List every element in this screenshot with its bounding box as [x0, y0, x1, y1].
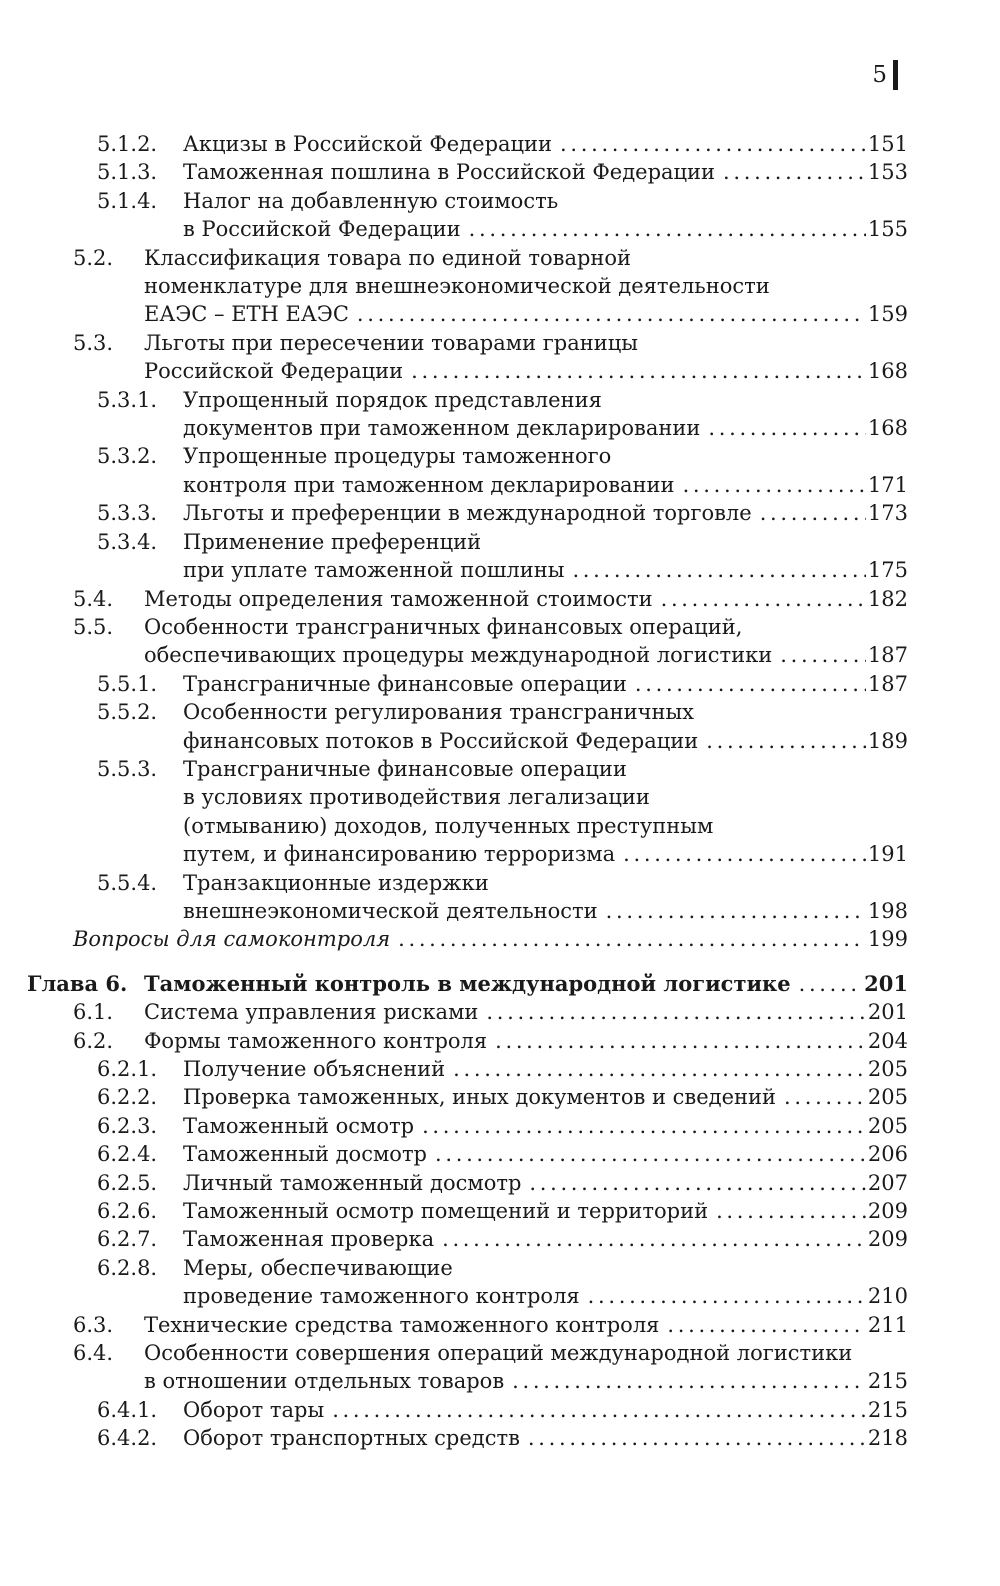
toc-entry-line: [183, 130, 908, 158]
toc-entry-number: 6.4.: [73, 1341, 114, 1366]
toc-entry-line: [144, 244, 1000, 272]
toc-entry-title: [183, 670, 1000, 698]
toc-entry: [0, 698, 1000, 755]
toc-entry-line-text: Таможенный осмотр помещений и территорий: [183, 1199, 709, 1224]
toc-entry-line-text: обеспечивающих процедуры международной логистики: [144, 643, 773, 668]
toc-entry-line: [183, 755, 1000, 783]
dot-leader: [560, 130, 866, 158]
toc-entry-line-text: Меры, обеспечивающие: [183, 1255, 453, 1280]
toc-entry-line-text: Упрощенные процедуры таможенного: [183, 444, 612, 469]
toc-entry: [0, 869, 1000, 926]
toc-entry-number: 6.2.8.: [97, 1255, 158, 1280]
toc-entry-line: [183, 840, 908, 868]
toc-entry-line: [183, 783, 1000, 811]
toc-entry-title: [144, 585, 1000, 613]
toc-entry: [0, 1339, 1000, 1396]
toc-entry-title: [144, 970, 1000, 998]
toc-entry-title: [183, 1055, 1000, 1083]
toc-entry-line-text: Классификация товара по единой товарной: [144, 245, 632, 270]
page-number-text: 5: [872, 62, 887, 88]
toc-entry-line: [183, 1424, 908, 1452]
toc-entry-title: [183, 698, 1000, 755]
toc-entry-line-text: путем, и финансированию терроризма: [183, 842, 616, 867]
toc-entry-number: 5.5.3.: [97, 756, 158, 781]
toc-entry-number: 6.1.: [73, 1000, 114, 1025]
dot-leader: [588, 1282, 866, 1310]
toc-entry-line: [183, 442, 1000, 470]
dot-leader: [606, 897, 866, 925]
toc-entry-line: [183, 727, 908, 755]
toc-entry-number: 6.2.1.: [97, 1057, 158, 1081]
toc-entry-line: [144, 1339, 1000, 1367]
toc-entry-line-text: Таможенный контроль в международной логистике: [144, 970, 791, 996]
toc-entry: [0, 585, 1000, 613]
toc-entry-page: 211: [867, 1312, 908, 1337]
toc-entry-number: 5.3.3.: [97, 501, 158, 526]
toc-entry-line-text: Вопросы для самоконтроля: [73, 927, 391, 952]
toc-entry-page: 199: [867, 927, 908, 952]
toc-entry-line: [144, 357, 908, 385]
toc-entry-line-text: документов при таможенном декларировании: [183, 416, 701, 441]
toc-entry-page: 201: [864, 970, 908, 996]
toc-entry: [0, 1396, 1000, 1424]
toc-entry-page: 159: [867, 302, 908, 327]
toc-entry-title: [144, 1027, 1000, 1055]
toc-entry-line-text: Льготы при пересечении товарами границы: [144, 330, 638, 355]
toc-entry-title: [183, 1197, 1000, 1225]
page-number: [872, 60, 898, 90]
toc-entry-line: [144, 300, 908, 328]
toc-entry-number: Глава 6.: [27, 970, 128, 996]
toc-entry-page: 191: [867, 842, 908, 867]
dot-leader: [469, 215, 866, 243]
toc-entry-page: 173: [867, 501, 908, 526]
toc-entry-line: [183, 556, 908, 584]
toc-entry-number: 5.5.2.: [97, 700, 158, 725]
toc-entry-line: [183, 414, 908, 442]
toc-entry-line-text: Трансграничные финансовые операции: [183, 671, 627, 696]
toc-entry-line-text: Технические средства таможенного контроля: [144, 1312, 660, 1337]
toc-entry-line: [183, 897, 908, 925]
toc-entry-page: 215: [867, 1397, 908, 1422]
toc-entry-page: 168: [867, 416, 908, 441]
toc-entry: [0, 925, 1000, 953]
toc-entry-line-text: контроля при таможенном декларировании: [183, 472, 675, 497]
toc-entry-title: [144, 244, 1000, 329]
toc-entry: [0, 613, 1000, 670]
toc-entry-title: [144, 613, 1000, 670]
dot-leader: [780, 641, 866, 669]
toc-entry: [0, 187, 1000, 244]
toc-entry-title: [183, 386, 1000, 443]
toc-entry: [0, 329, 1000, 386]
toc-entry-line: [183, 1254, 1000, 1282]
toc-entry-line: [183, 528, 1000, 556]
toc-entry-line-text: Трансграничные финансовые операции: [183, 756, 627, 781]
dot-leader: [760, 499, 866, 527]
toc-entry: [0, 1225, 1000, 1253]
toc-entry-line: [183, 1112, 908, 1140]
toc-entry-number: 5.3.4.: [97, 529, 158, 554]
dot-leader: [667, 1311, 866, 1339]
toc-entry-line-text: Оборот тары: [183, 1397, 325, 1422]
toc-entry-page: 175: [867, 558, 908, 583]
toc-entry-title: [144, 1339, 1000, 1396]
toc-entry-line: [183, 698, 1000, 726]
toc-entry-number: 5.5.1.: [97, 671, 158, 696]
toc-entry-title: [183, 1112, 1000, 1140]
dot-leader: [357, 300, 866, 328]
toc-entry-number: 6.4.2.: [97, 1426, 158, 1451]
toc-entry-number: 5.1.3.: [97, 160, 158, 185]
toc-entry-number: 5.3.: [73, 330, 114, 355]
toc-entry-page: 209: [867, 1199, 908, 1224]
toc-entry-title: [183, 1169, 1000, 1197]
toc-entry-title: [73, 925, 1000, 953]
dot-leader: [453, 1055, 866, 1083]
toc-entry-line-text: в условиях противодействия легализации: [183, 785, 650, 810]
toc-entry-number: 6.2.3.: [97, 1113, 158, 1138]
toc-entry: [0, 386, 1000, 443]
toc-entry-line-text: финансовых потоков в Российской Федерации: [183, 728, 699, 753]
dot-leader: [528, 1424, 866, 1452]
toc-entry-number: 5.2.: [73, 245, 114, 270]
toc-entry-number: 6.3.: [73, 1312, 114, 1337]
toc-entry: [0, 499, 1000, 527]
toc-entry-line: [144, 641, 908, 669]
toc-entry-line-text: внешнеэкономической деятельности: [183, 898, 598, 923]
toc-entry-line: [183, 1140, 908, 1168]
toc-entry-number: 6.2.4.: [97, 1142, 158, 1167]
toc-entry: [0, 998, 1000, 1026]
toc-entry-line: [144, 272, 1000, 300]
dot-leader: [512, 1367, 866, 1395]
dot-leader: [784, 1083, 866, 1111]
toc-entry-line-text: Особенности совершения операций международной логистики: [144, 1341, 853, 1366]
toc-entry-page: 171: [867, 472, 908, 497]
toc-entry-title: [144, 329, 1000, 386]
toc-entry-line-text: номенклатуре для внешнеэкономической деятельности: [144, 274, 770, 299]
toc-entry: [0, 1311, 1000, 1339]
toc-entry-line: [183, 670, 908, 698]
toc-entry-number: 6.2.6.: [97, 1199, 158, 1224]
toc-entry-line: [183, 471, 908, 499]
toc-entry-line-text: Таможенная проверка: [183, 1227, 435, 1252]
toc-entry-line-text: Таможенный осмотр: [183, 1113, 415, 1138]
dot-leader: [635, 670, 866, 698]
dot-leader: [799, 970, 863, 998]
toc-entry-line-text: Методы определения таможенной стоимости: [144, 586, 653, 611]
toc-entry-line-text: ЕАЭС – ЕТН ЕАЭС: [144, 302, 349, 327]
dot-leader: [716, 1197, 866, 1225]
toc-entry-number: 6.2.: [73, 1028, 114, 1053]
toc-entry-line-text: (отмыванию) доходов, полученных преступным: [183, 813, 714, 838]
dot-leader: [706, 727, 866, 755]
toc-entry-line: [183, 1197, 908, 1225]
toc-entry: [0, 1140, 1000, 1168]
toc-entry-line: [183, 1225, 908, 1253]
toc-entry-line: [144, 1367, 908, 1395]
toc-entry-page: 201: [867, 1000, 908, 1025]
toc-entry-page: 205: [867, 1057, 908, 1081]
dot-leader: [708, 414, 866, 442]
toc-entry-page: 205: [867, 1085, 908, 1110]
dot-leader: [442, 1225, 866, 1253]
dot-leader: [572, 556, 865, 584]
toc-entry-title: [183, 1083, 1000, 1111]
table-of-contents: [0, 130, 1000, 1453]
toc-entry-title: [183, 528, 1000, 585]
toc-chapter: [0, 970, 1000, 998]
toc-entry-title: [144, 1311, 1000, 1339]
toc-entry-title: [183, 869, 1000, 926]
toc-entry-page: 209: [867, 1227, 908, 1252]
toc-entry-number: 5.3.1.: [97, 387, 158, 412]
toc-entry-title: [144, 998, 1000, 1026]
toc-entry-line-text: Акцизы в Российской Федерации: [183, 132, 553, 156]
dot-leader: [495, 1027, 866, 1055]
toc-entry-page: 207: [867, 1170, 908, 1195]
dot-leader: [683, 471, 866, 499]
toc-entry-line-text: Российской Федерации: [144, 359, 404, 384]
dot-leader: [529, 1169, 866, 1197]
toc-entry-line: [183, 1396, 908, 1424]
toc-entry-line: [144, 998, 908, 1026]
toc-entry-line-text: Формы таможенного контроля: [144, 1028, 488, 1053]
toc-entry-number: 5.1.2.: [97, 132, 158, 156]
toc-entry: [0, 442, 1000, 499]
toc-entry-line-text: Таможенная пошлина в Российской Федерации: [183, 160, 716, 185]
toc-entry-line-text: Особенности регулирования трансграничных: [183, 700, 695, 725]
toc-entry-page: 198: [867, 898, 908, 923]
dot-leader: [435, 1140, 866, 1168]
toc-entry-line-text: Льготы и преференции в международной торговле: [183, 501, 752, 526]
toc-entry-number: 5.5.: [73, 614, 114, 639]
toc-entry: [0, 130, 1000, 158]
toc-entry: [0, 670, 1000, 698]
toc-entry-title: [183, 442, 1000, 499]
toc-entry-page: 187: [867, 643, 908, 668]
toc-entry-line: [183, 1083, 908, 1111]
dot-leader: [723, 158, 866, 186]
toc-entry-number: 5.3.2.: [97, 444, 158, 469]
toc-entry-line: [183, 1055, 908, 1083]
toc-entry: [0, 1027, 1000, 1055]
toc-entry-page: 206: [867, 1142, 908, 1167]
page-number-bar: [893, 60, 898, 90]
dot-leader: [332, 1396, 866, 1424]
toc-entry-line: [73, 925, 908, 953]
toc-entry-line-text: Применение преференций: [183, 529, 482, 554]
toc-entry-page: 187: [867, 671, 908, 696]
toc-entry-line: [183, 158, 908, 186]
toc-entry-line: [144, 613, 1000, 641]
toc-entry-page: 204: [867, 1028, 908, 1053]
toc-entry-page: 210: [867, 1284, 908, 1309]
toc-entry: [0, 528, 1000, 585]
toc-entry-line: [144, 970, 908, 998]
toc-entry-title: [183, 158, 1000, 186]
toc-entry: [0, 1169, 1000, 1197]
toc-entry-line: [183, 215, 908, 243]
toc-entry-title: [183, 1424, 1000, 1452]
toc-entry-page: 168: [867, 359, 908, 384]
toc-entry-line: [183, 1282, 908, 1310]
toc-entry-line-text: Особенности трансграничных финансовых операций,: [144, 614, 743, 639]
toc-entry: [0, 1083, 1000, 1111]
dot-leader: [422, 1112, 866, 1140]
toc-entry-line: [183, 812, 1000, 840]
toc-entry-page: 189: [867, 728, 908, 753]
toc-entry-page: 215: [867, 1369, 908, 1394]
toc-entry-line-text: Проверка таможенных, иных документов и сведений: [183, 1085, 777, 1110]
toc-entry: [0, 1055, 1000, 1083]
toc-entry-title: [183, 1254, 1000, 1311]
toc-entry: [0, 1197, 1000, 1225]
toc-entry-number: 6.4.1.: [97, 1397, 158, 1422]
toc-entry-line-text: в отношении отдельных товаров: [144, 1369, 505, 1394]
toc-entry: [0, 1424, 1000, 1452]
toc-entry-line-text: Получение объяснений: [183, 1057, 446, 1081]
dot-leader: [661, 585, 866, 613]
toc-entry-line-text: Оборот транспортных средств: [183, 1426, 520, 1451]
toc-entry-page: 153: [867, 160, 908, 185]
toc-entry-title: [183, 1140, 1000, 1168]
toc-entry: [0, 244, 1000, 329]
toc-entry-page: 218: [867, 1426, 908, 1451]
toc-entry-title: [183, 130, 1000, 158]
toc-entry: [0, 1112, 1000, 1140]
toc-entry-line: [144, 1311, 908, 1339]
toc-entry-title: [183, 499, 1000, 527]
toc-entry-page: 151: [867, 132, 908, 156]
dot-leader: [411, 357, 866, 385]
toc-entry-title: [183, 187, 1000, 244]
toc-entry-line: [144, 585, 908, 613]
toc-entry-line-text: Упрощенный порядок представления: [183, 387, 602, 412]
toc-entry-line: [183, 1169, 908, 1197]
dot-leader: [623, 840, 866, 868]
toc-entry-number: 6.2.5.: [97, 1170, 158, 1195]
toc-entry-page: 205: [867, 1113, 908, 1138]
toc-entry-line: [183, 869, 1000, 897]
toc-entry-line-text: Транзакционные издержки: [183, 870, 489, 895]
toc-entry-line-text: Личный таможенный досмотр: [183, 1170, 522, 1195]
dot-leader: [486, 998, 866, 1026]
toc-entry-title: [183, 1225, 1000, 1253]
toc-entry-number: 5.5.4.: [97, 870, 158, 895]
toc-entry: [0, 1254, 1000, 1311]
toc-entry: [0, 755, 1000, 869]
toc-entry-title: [183, 755, 1000, 869]
toc-entry-line-text: проведение таможенного контроля: [183, 1284, 580, 1309]
toc-entry-page: 182: [867, 586, 908, 611]
toc-entry-line: [183, 499, 908, 527]
toc-entry-line: [183, 386, 1000, 414]
toc-entry-line: [183, 187, 1000, 215]
dot-leader: [398, 925, 866, 953]
toc-entry-number: 5.1.4.: [97, 188, 158, 213]
toc-entry-title: [183, 1396, 1000, 1424]
toc-entry-number: 6.2.2.: [97, 1085, 158, 1110]
toc-entry-page: 155: [867, 217, 908, 242]
toc-entry-line: [144, 1027, 908, 1055]
toc-entry-number: 5.4.: [73, 586, 114, 611]
toc-entry-line-text: Таможенный досмотр: [183, 1142, 428, 1167]
toc-entry-line-text: Налог на добавленную стоимость: [183, 188, 559, 213]
toc-entry-line-text: Система управления рисками: [144, 1000, 479, 1025]
toc-entry: [0, 158, 1000, 186]
toc-entry-number: 6.2.7.: [97, 1227, 158, 1252]
toc-entry-line: [144, 329, 1000, 357]
toc-entry-line-text: при уплате таможенной пошлины: [183, 558, 565, 583]
toc-entry-line-text: в Российской Федерации: [183, 217, 461, 242]
